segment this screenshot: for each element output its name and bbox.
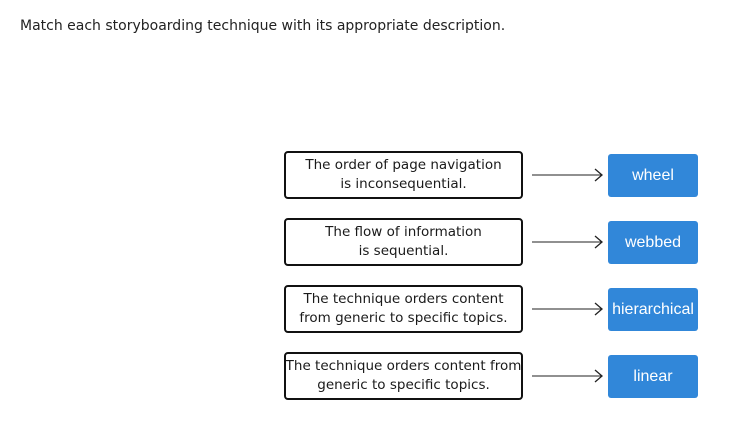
- match-row: [284, 352, 704, 404]
- match-row: [284, 285, 704, 337]
- arrow-right-icon: [532, 167, 604, 183]
- arrow-right-icon: [532, 301, 604, 317]
- description-box: [284, 218, 523, 266]
- term-button-wheel[interactable]: wheel: [608, 154, 698, 197]
- description-line: The technique orders content from: [285, 358, 522, 374]
- description-line: is inconsequential.: [340, 176, 467, 192]
- description-line: generic to specific topics.: [317, 377, 490, 393]
- term-button-hierarchical[interactable]: hierarchical: [608, 288, 698, 331]
- description-box: [284, 352, 523, 400]
- arrow-right-icon: [532, 368, 604, 384]
- question-instruction: Match each storyboarding technique with its appropriate description.: [20, 18, 506, 34]
- match-row: [284, 218, 704, 270]
- description-line: The flow of information: [325, 224, 482, 240]
- description-line: The technique orders content: [303, 291, 504, 307]
- description-line: from generic to specific topics.: [299, 310, 508, 326]
- description-line: is sequential.: [358, 243, 449, 259]
- arrow-right-icon: [532, 234, 604, 250]
- description-box: [284, 285, 523, 333]
- term-button-linear[interactable]: linear: [608, 355, 698, 398]
- match-row: [284, 151, 704, 203]
- description-box: [284, 151, 523, 199]
- term-button-webbed[interactable]: webbed: [608, 221, 698, 264]
- description-line: The order of page navigation: [305, 157, 502, 173]
